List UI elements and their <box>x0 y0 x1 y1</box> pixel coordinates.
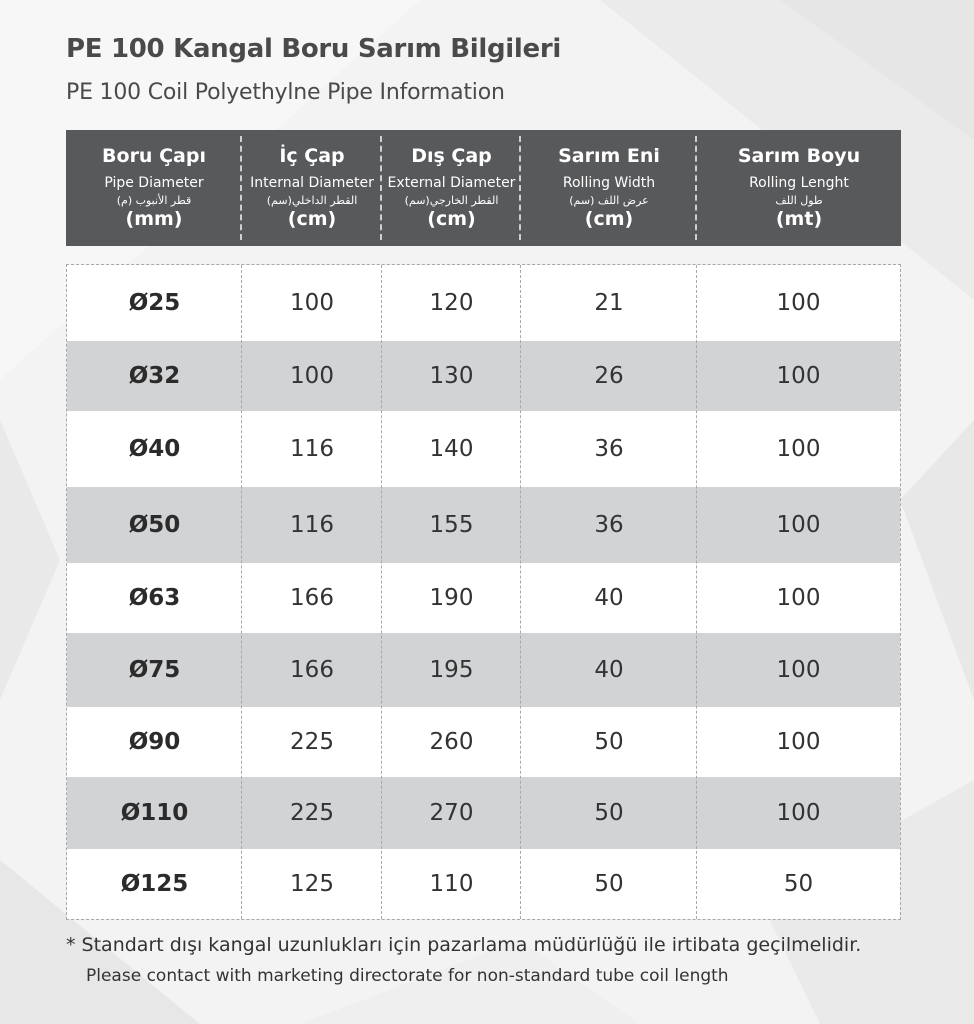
column-title-tr: Sarım Boyu <box>737 145 861 167</box>
column-divider <box>520 265 521 919</box>
column-header-rolling-width <box>521 130 697 246</box>
table-header <box>66 130 901 246</box>
column-header-external-diameter <box>382 130 521 246</box>
pipe-diameter-cell: Ø110 <box>120 800 189 826</box>
column-unit: (cm) <box>287 208 337 230</box>
column-title-ar: عرض اللف (سم) <box>569 194 649 207</box>
internal-diameter-cell: 166 <box>290 585 334 611</box>
external-diameter-cell: 130 <box>429 363 474 389</box>
internal-diameter-cell: 225 <box>290 800 334 826</box>
rolling-width-cell: 40 <box>594 585 624 611</box>
column-title-ar: القطر الخارجي(سم) <box>404 194 499 207</box>
footnote-turkish: * Standart dışı kangal uzunlukları için pazarlama müdürlüğü ile irtibata geçilmelidir. <box>66 934 862 956</box>
external-diameter-cell: 110 <box>429 871 474 897</box>
rolling-width-cell: 40 <box>594 657 624 683</box>
pipe-diameter-cell: Ø32 <box>128 363 181 389</box>
footnote-english: Please contact with marketing directorate for non-standard tube coil length <box>86 966 729 986</box>
external-diameter-cell: 270 <box>429 800 474 826</box>
rolling-width-cell: 36 <box>594 436 624 462</box>
column-unit: (cm) <box>427 208 476 230</box>
pipe-diameter-cell: Ø63 <box>128 585 181 611</box>
internal-diameter-cell: 225 <box>290 729 334 755</box>
rolling-width-cell: 50 <box>594 800 624 826</box>
rolling-width-cell: 50 <box>594 729 624 755</box>
internal-diameter-cell: 100 <box>290 363 334 389</box>
column-divider <box>381 265 382 919</box>
rolling-length-cell: 100 <box>776 657 821 683</box>
column-title-tr: Boru Çapı <box>102 145 206 167</box>
column-title-ar: قطر الأنبوب (م) <box>116 194 192 207</box>
page-subtitle: PE 100 Coil Polyethylne Pipe Information <box>66 80 505 105</box>
internal-diameter-cell: 100 <box>290 290 334 316</box>
column-title-tr: Sarım Eni <box>558 145 660 167</box>
rolling-length-cell: 100 <box>776 585 821 611</box>
external-diameter-cell: 155 <box>429 512 474 538</box>
column-unit: (mt) <box>775 208 823 230</box>
internal-diameter-cell: 116 <box>290 436 334 462</box>
rolling-length-cell: 50 <box>783 871 814 897</box>
rolling-length-cell: 100 <box>776 800 821 826</box>
external-diameter-cell: 140 <box>429 436 474 462</box>
pipe-diameter-cell: Ø25 <box>128 290 181 316</box>
pipe-diameter-cell: Ø50 <box>128 512 181 538</box>
rolling-width-cell: 50 <box>594 871 624 897</box>
pipe-diameter-cell: Ø75 <box>128 657 181 683</box>
rolling-length-cell: 100 <box>776 363 821 389</box>
rolling-width-cell: 21 <box>594 290 624 316</box>
table-row <box>67 707 900 777</box>
column-title-en: Pipe Diameter <box>104 175 204 191</box>
column-title-en: External Diameter <box>387 175 516 191</box>
table-row <box>67 487 900 563</box>
column-unit: (mm) <box>125 208 183 230</box>
column-title-tr: Dış Çap <box>411 145 492 167</box>
column-header-rolling-length <box>697 130 901 246</box>
column-title-tr: İç Çap <box>279 145 345 167</box>
column-title-ar: القطر الداخلي(سم) <box>266 194 358 207</box>
column-unit: (cm) <box>584 208 634 230</box>
internal-diameter-cell: 125 <box>290 871 334 897</box>
column-header-pipe-diameter <box>66 130 242 246</box>
page-title: PE 100 Kangal Boru Sarım Bilgileri <box>66 34 561 64</box>
table-row <box>67 411 900 487</box>
external-diameter-cell: 190 <box>429 585 474 611</box>
table-row <box>67 265 900 341</box>
table-row <box>67 849 900 919</box>
external-diameter-cell: 260 <box>429 729 474 755</box>
pipe-diameter-cell: Ø90 <box>128 729 181 755</box>
pipe-diameter-cell: Ø40 <box>128 436 181 462</box>
rolling-length-cell: 100 <box>776 512 821 538</box>
column-header-internal-diameter <box>242 130 382 246</box>
internal-diameter-cell: 116 <box>290 512 334 538</box>
rolling-length-cell: 100 <box>776 436 821 462</box>
column-title-ar: طول اللف <box>775 194 823 207</box>
table-row <box>67 341 900 411</box>
column-title-en: Rolling Lenght <box>749 175 849 191</box>
table-row <box>67 777 900 849</box>
column-title-en: Rolling Width <box>562 175 656 191</box>
rolling-width-cell: 36 <box>594 512 624 538</box>
column-divider <box>241 265 242 919</box>
table-row <box>67 633 900 707</box>
table-row <box>67 563 900 633</box>
rolling-length-cell: 100 <box>776 729 821 755</box>
external-diameter-cell: 195 <box>429 657 474 683</box>
data-table <box>66 264 901 920</box>
rolling-length-cell: 100 <box>776 290 821 316</box>
rolling-width-cell: 26 <box>594 363 624 389</box>
internal-diameter-cell: 166 <box>290 657 334 683</box>
pipe-diameter-cell: Ø125 <box>120 871 189 897</box>
column-title-en: Internal Diameter <box>250 175 374 191</box>
column-divider <box>696 265 697 919</box>
external-diameter-cell: 120 <box>429 290 474 316</box>
